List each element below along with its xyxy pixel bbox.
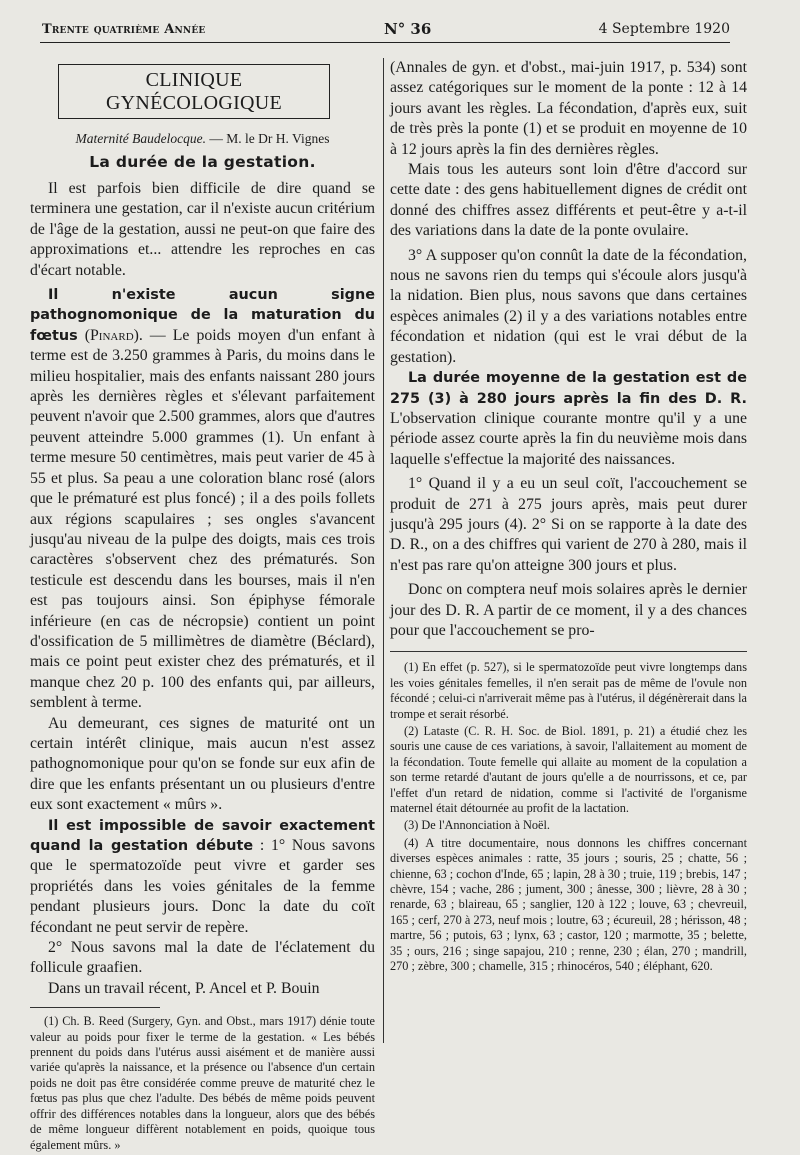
maternite-author: — M. le Dr H. Vignes [209,131,330,146]
paragraph-debut [30,816,375,938]
maternite-label: Maternité Baudelocque. [75,131,207,146]
paragraph-intro: Il est parfois bien difficile de dire quand se terminera une gestation, car il n'existe aucun critérium de l'âge de la gestation, aussi ne peut-on que faire des approximations et... attendre les reproches en cas d'écart notable. [30,180,375,279]
paragraph-maturation [30,285,375,714]
paragraph-neuf-mois: Donc on comptera neuf mois solaires après le dernier jour des D. R. A partir de ce moment, il y a des chances pour que l'accouchement se pro- [390,581,747,639]
issue-number: N° 36 [384,20,432,38]
footnote-3: (3) De l'Annonciation à Noël. [404,818,550,833]
footnote-4: (4) A titre documentaire, nous donnons les chiffres concernant diverses espèces animales : ratte, 35 jours ; souris, 25 ; chatte, 56 ; chienne, 63 ; cochon d'Inde, 65 ; lapin, 28 à 30 ; truie, 119 ; brebis, 147 ; chèvre, 154 ; vache, 286 ; jument, 300 ; ânesse, 300 ; lièvre, 28 à 30 ; renarde, 63 ; blaireau, 65 ; sanglier, 120 à 122 ; louve, 63 ; chevreuil, 165 ; cerf, 270 à 273, neuf mois ; loutre, 63 ; écureuil, 28 ; hérisson, 48 ; martre, 56 ; putois, 63 ; lynx, 63 ; castor, 120 ; marmotte, 35 ; belette, 35 ; ours, 216 ; singe sapajou, 210 ; renne, 230 ; élan, 270 ; mandrill, 270 ; zèbre, 300 ; chamelle, 315 ; rhinocéros, 540 ; éléphant, 620. [390,835,747,974]
paragraph-body: — Le poids moyen d'un enfant à terme est de 3.250 grammes à Paris, du moins dans le milieu hospitalier, mais des enfants naissant 280 jours après les dernières règles et s'élevant parfaitement peuvent n'avoir que 2.500 grammes, alors que d'autres peuvent atteindre 5.000 grammes (1). Un enfant à terme mesure 50 centimètres, mais peut varier de 45 à 55 et plus. Sa peau a une coloration blanc rosé (alors que le prématuré est plus foncé) ; il a des poils follets aux régions scapulaires ; ses ongles s'avancent jusqu'au niveau de la pulpe des doigts, mais ces trois caractères s'observent chez des prématurés. Son testicule est descendu dans les bourses, mais il n'en est pas toujours ainsi. Son épiphyse fémorale inférieure (en cas de nécropsie) contient un point d'ossification de 5 millimètres de diamètre (Béclard), mais ce point peut exister chez des prématurés, et il manque chez 20 p. 100 des enfants qui, par ailleurs, semblent à terme. [30,326,375,712]
paragraph-coit: 1° Quand il y a eu un seul coït, l'accouchement se produit de 271 à 275 jours après, mais peut durer jusqu'à 295 jours (4). 2° Si on se rapporte à la date des D. R., on a des chiffres qui varient de 270 à 280, mais il n'est pas rare qu'on atteigne 300 jours et plus. [390,475,747,574]
header-rule [40,42,730,43]
paragraph-body: : 1° Nous savons que le spermatozoïde peut vivre et garder ses propriétés dans les voies génitales de la femme pendant plusieurs jours. Donc la date du coït fécondant ne peut servir de repère. [30,837,375,936]
paragraph-ancel: Dans un travail récent, P. Ancel et P. Bouin [48,979,320,997]
footnote-reed: (1) Ch. B. Reed (Surgery, Gyn. and Obst., mars 1917) dénie toute valeur au poids pour fixer le terme de la gestation. « Les bébés prennent du poids dans l'utérus aussi aisément et de manière aussi variée qu'après la naissance, et la présence ou l'absence d'un certain poids ne doit pas être considérée comme preuve de maturité chez le fœtus pas plus que chez l'adulte. Des bébés de même poids peuvent offrir des différences notables dans la longueur, alors que des bébés de même longueur diffèrent notablement en poids, quoique tous également mûrs. » [30,1014,375,1152]
running-header [14,20,730,42]
paragraph-duree [390,368,747,470]
issue-date: 4 Septembre 1920 [598,21,730,37]
paragraph-auteurs: Mais tous les auteurs sont loin d'être d'accord sur cette date : des gens habituellement dignes de crédit ont donné des chiffres assez différents et peut-être y a-t-il des variations dans la date de la ponte ovulaire. [390,161,747,240]
paragraph-lead: La durée moyenne de la gestation est de 275 (3) à 280 jours après la fin des D. R. [390,370,747,407]
paragraph-demeurant: Au demeurant, ces signes de maturité ont un certain intérêt clinique, mais aucun n'est assez pathognomonique pour qu'on se fonde sur eux afin de dire que les enfants présentant un ou plusieurs d'entre eux sont exactement « mûrs ». [30,714,375,814]
paragraph-body: L'observation clinique courante montre qu'il y a une période assez courte après la fin du neuvième mois dans laquelle s'effectue la majorité des naissances. [390,409,747,468]
paragraph-lead: Il n'existe aucun signe pathognomonique de la maturation du fœtus [30,287,375,344]
paragraph-lead: Il est impossible de savoir exactement quand la gestation débute [30,817,375,854]
left-column [30,58,375,1155]
article-byline [30,131,375,147]
column-divider [383,58,384,1043]
section-title: CLINIQUE GYNÉCOLOGIQUE [58,64,330,119]
article-subtitle: La durée de la gestation. [89,153,316,171]
paragraph-nidation: 3° A supposer qu'on connût la date de la fécondation, nous ne savons rien du temps qui s'écoule alors jusqu'à la nidation. Bien plus, nous savons que dans certaines espèces animales (2) il y a des variations notables entre fécondation et nidation (qui est le vrai début de la gestation). [390,246,747,366]
footnote-rule [390,651,747,652]
right-column [390,58,747,977]
volume-label: Trente quatrième Année [42,22,206,37]
footnote-rule [30,1007,160,1008]
paragraph-follicule: 2° Nous savons mal la date de l'éclatement du follicule graafien. [30,939,375,977]
citation-pinard: (Pinard). [84,326,143,344]
footnote-2: (2) Lataste (C. R. H. Soc. de Biol. 1891, p. 21) a étudié chez les souris une cause de ces variations, à savoir, l'allaitement au moment de la fécondation. Toute femelle qui allaite au moment de la copulation a son terme retardé d'autant de jours qu'elle a de nourrissons, et ce, par l'effet d'un retard de nidation, comme si l'activité de l'organisme maternel était détournée au profit de la lactation. [390,724,747,816]
footnote-1: (1) En effet (p. 527), si le spermatozoïde peut vivre longtemps dans les voies génitales femelles, il n'en serait pas de même de l'ovule non fécondé ; celui-ci n'arriverait même pas à l'utérus, il dégénèrerait dans la trompe et serait résorbé. [390,660,747,721]
paragraph-annales: (Annales de gyn. et d'obst., mai-juin 1917, p. 534) sont assez catégoriques sur le moment de la ponte : 12 à 14 jours avant les règles. La fécondation, d'après eux, suit de très près la ponte (1) et se produit en moyenne de 10 à 12 jours après la fin des dernières règles. [390,59,747,158]
